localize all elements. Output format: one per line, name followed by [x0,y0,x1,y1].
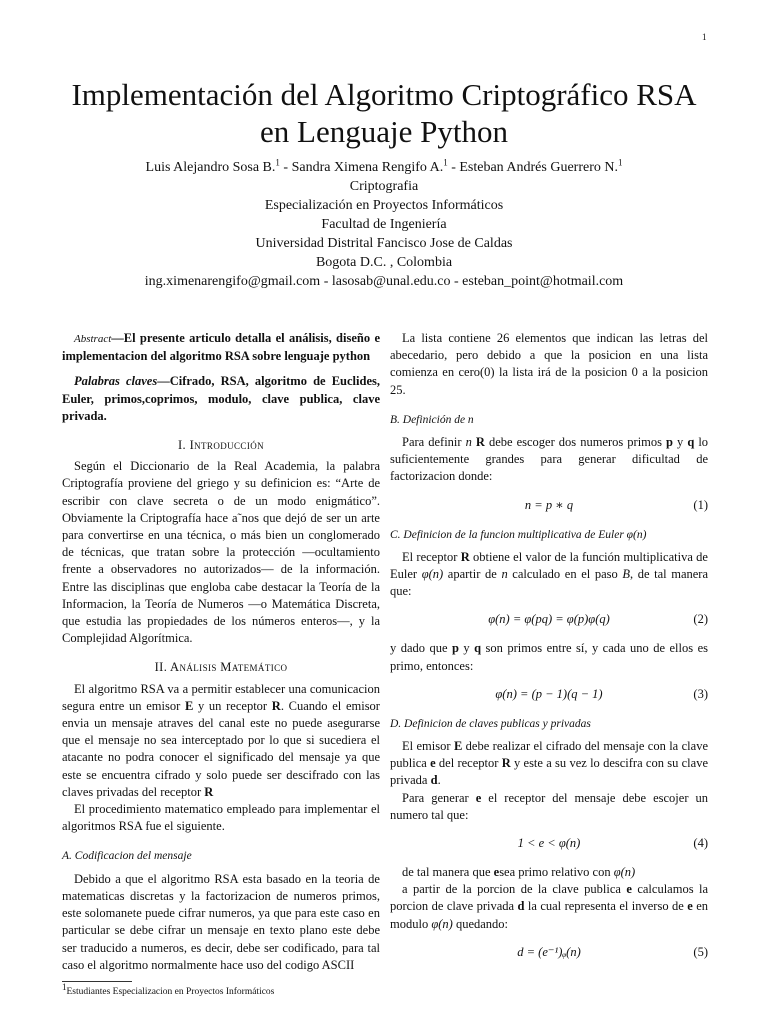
symbol-p: p [666,435,673,450]
equation-5-number: (5) [693,944,708,959]
secd-paragraph-2 [390,790,708,824]
author-1: Luis Alejandro Sosa B. [145,160,276,175]
analisis-paragraph-2: El procedimiento matematico empleado para implementar el algoritmos RSA fue el siguiente. [62,802,380,834]
subsection-heading-a: A. Codificacion del mensaje [62,850,192,863]
text-run: en modulo [390,899,708,931]
text-run: y un receptor [193,698,272,713]
symbol-q: q [474,641,482,656]
text-run: El algoritmo RSA va a permitir establecer una comunicacion segura entre un emisor [62,681,380,713]
symbol-E: E [184,698,194,713]
author-2-mark: 1 [443,157,448,168]
symbol-R: R [501,756,511,771]
equation-5-body: d = (e⁻¹)ᵩ(n) [517,944,581,959]
text-run: El receptor [402,549,461,564]
page-number: 1 [702,32,707,42]
secc-paragraph-1 [390,549,708,601]
symbol-n: n [501,567,508,582]
author-3-mark: 1 [617,157,623,168]
author-emails: ing.ximenarengifo@gmail.com - lasosab@unal.edu.co - esteban_point@hotmail.com [144,274,624,289]
text-run: lo suficientemente grandes para generar dificultad de factorizacion donde: [390,435,709,484]
subsection-heading-b: B. Definición de n [390,413,474,426]
text-run: a partir de la porcion de la clave publica [402,882,627,897]
right-column [390,330,708,973]
equation-5 [390,943,708,961]
paper-title [40,76,728,150]
title-line-1: Implementación del Algoritmo Criptográfico RSA [71,77,697,112]
footnote-rule [62,981,132,982]
secc-paragraph-2 [390,640,708,674]
equation-3-number: (3) [693,686,708,701]
symbol-d: d [517,899,525,914]
seca-paragraph: Debido a que el algoritmo RSA esta basado en la teoria de matematicas discretas y la factorizacion de numeros primos, este solomanete puede cifrar numeros, ya que para este caso en particular se debe cifrar un mensaje en texto plano este debe ser traducido a numeros, es decir, debe ser codificado, para tal caso el algoritmo normalmente hace uso del codigo ASCII [62,871,380,972]
secd-paragraph-1 [390,738,708,790]
text-run: debe realizar el cifrado del mensaje con la clave publica [390,739,708,771]
affiliation-line: Bogota D.C. , Colombia [315,255,453,270]
equation-2 [390,610,708,628]
affiliation-line: Criptografia [349,179,419,194]
text-run: la cual representa el inverso de [524,899,688,914]
equation-4-body: 1 < e < φ(n) [517,836,581,851]
abstract-text: —El presente articulo detalla el análisis, diseño e implementacion del algoritmo RSA sobre lenguaje python [62,331,380,364]
symbol-R: R [475,435,485,450]
text-run: el receptor del mensaje debe escojer un numero tal que: [390,790,708,822]
keywords-label: Palabras claves [74,374,158,389]
keywords [62,373,380,425]
secd-paragraph-4 [390,881,708,933]
equation-1 [390,496,708,514]
text-run: y este a su vez lo descifra con su clave privada [390,756,708,788]
symbol-E: E [453,739,463,754]
equation-3 [390,685,708,703]
intro-paragraph: Según el Diccionario de la Real Academia, la palabra Criptografía proviene del griego y su definicion es: “Arte de escribir con clave secreta o de un modo enigmático”. Obviamente la Criptografía hace a˜nos que dejó de ser un arte para convertirse en una técnica, o más bien un conglomerado de técnicas, que tratan sobre la protección —ocultamiento frente a observadores no autorizados— de la información. Entre las disciplinas que engloba cabe destacar la Teoría de la Informacion, la Teoría de Numeros —o Matemática Discreta, que estudia las propiedades de los números enteros—, y la Complejidad Algorítmica. [62,459,380,646]
text-run: quedando: [452,916,509,931]
symbol-R: R [271,698,281,713]
lista-paragraph: La lista contiene 26 elementos que indican las letras del abecedario, pero debido a que la posicion en una lista comienza en cero(0) la lista irá de la posicion 0 a la posicion 25. [390,331,708,397]
text-run: , de tal manera que: [390,567,709,599]
symbol-n: n [465,435,472,450]
symbol-phi-n: φ(n) [613,865,636,880]
secb-paragraph [390,434,708,486]
symbol-R: R [204,784,214,799]
section-heading-intro: I. Introducción [177,438,265,453]
left-column [62,330,380,998]
text-run: del receptor [435,756,502,771]
symbol-phi-n: φ(n) [421,567,444,582]
text-run: calculado en el paso [507,567,623,582]
footnote [62,981,380,998]
section-heading-analisis: II. Análisis Matemático [154,660,288,675]
analisis-paragraph-1 [62,681,380,801]
symbol-p: p [452,641,459,656]
affiliation-line: Especialización en Proyectos Informáticos [264,198,504,213]
text-run: Para generar [402,790,476,805]
equation-4 [390,834,708,852]
text-run: y dado que [390,641,452,656]
symbol-e: e [687,899,693,914]
symbol-e: e [493,865,500,880]
secd-paragraph-3 [390,864,708,881]
author-block [40,158,728,291]
symbol-q: q [687,435,695,450]
text-run: Para definir [402,435,466,450]
affiliation-line: Universidad Distrital Fancisco Jose de Caldas [255,236,513,251]
affiliation-line: Facultad de Ingeniería [321,217,447,232]
author-3: - Esteban Andrés Guerrero N. [447,160,618,175]
text-run: sea primo relativo con [499,865,614,880]
text-run: obtiene el valor de la función multiplicativa de Euler [390,549,708,582]
text-run: debe escoger dos numeros primos [484,435,667,450]
text-run: . [437,773,441,788]
symbol-phi-n: φ(n) [431,916,453,931]
subsection-heading-c: C. Definicion de la funcion multiplicativa de Euler φ(n) [390,528,647,541]
equation-2-body: φ(n) = φ(pq) = φ(p)φ(q) [488,612,610,627]
keywords-text: —Cifrado, RSA, algoritmo de Euclides, Euler, primos,coprimos, modulo, clave publica, clave privada. [62,374,380,423]
equation-3-body: φ(n) = (p − 1)(q − 1) [495,686,603,701]
symbol-e: e [475,790,482,805]
author-names [40,158,728,177]
text-run: El emisor [402,739,454,754]
title-line-2: en Lenguaje Python [260,114,508,149]
symbol-e: e [626,882,632,897]
text-run: apartir de [443,567,502,582]
footnote-text: Estudiantes Especializacion en Proyectos Informáticos [66,986,275,997]
equation-4-number: (4) [693,836,708,851]
text-run: y [458,641,475,656]
subsection-heading-d: D. Definicion de claves publicas y privadas [390,717,591,730]
abstract-label: Abstract [74,333,112,345]
text-run: y [673,435,688,450]
equation-1-body: n = p ∗ q [524,497,574,512]
author-1-mark: 1 [275,157,280,168]
symbol-e: e [430,756,436,771]
equation-2-number: (2) [693,612,708,627]
footnote-mark: 1 [62,981,67,992]
text-run: calculamos la porcion de clave privada [390,882,709,914]
abstract [62,330,380,365]
symbol-d: d [430,773,438,788]
text-run: son primos entre sí, y cada uno de ellos es primo, entonces: [390,641,708,673]
text-run: . Cuando el emisor envia un mensaje atraves del canal este no puede asegurarse que el mensaje no sea interceptado por lo que si sucediera el atacante no podra conocer el significado del mensaje ya que este se encuentra cifrado y solo puede ser descifrado con las claves privadas del receptor [62,698,380,799]
symbol-B: B [622,567,630,582]
equation-1-number: (1) [693,497,708,512]
symbol-R: R [460,549,470,564]
author-2: - Sandra Ximena Rengifo A. [279,160,444,175]
text-run: de tal manera que [402,865,494,880]
